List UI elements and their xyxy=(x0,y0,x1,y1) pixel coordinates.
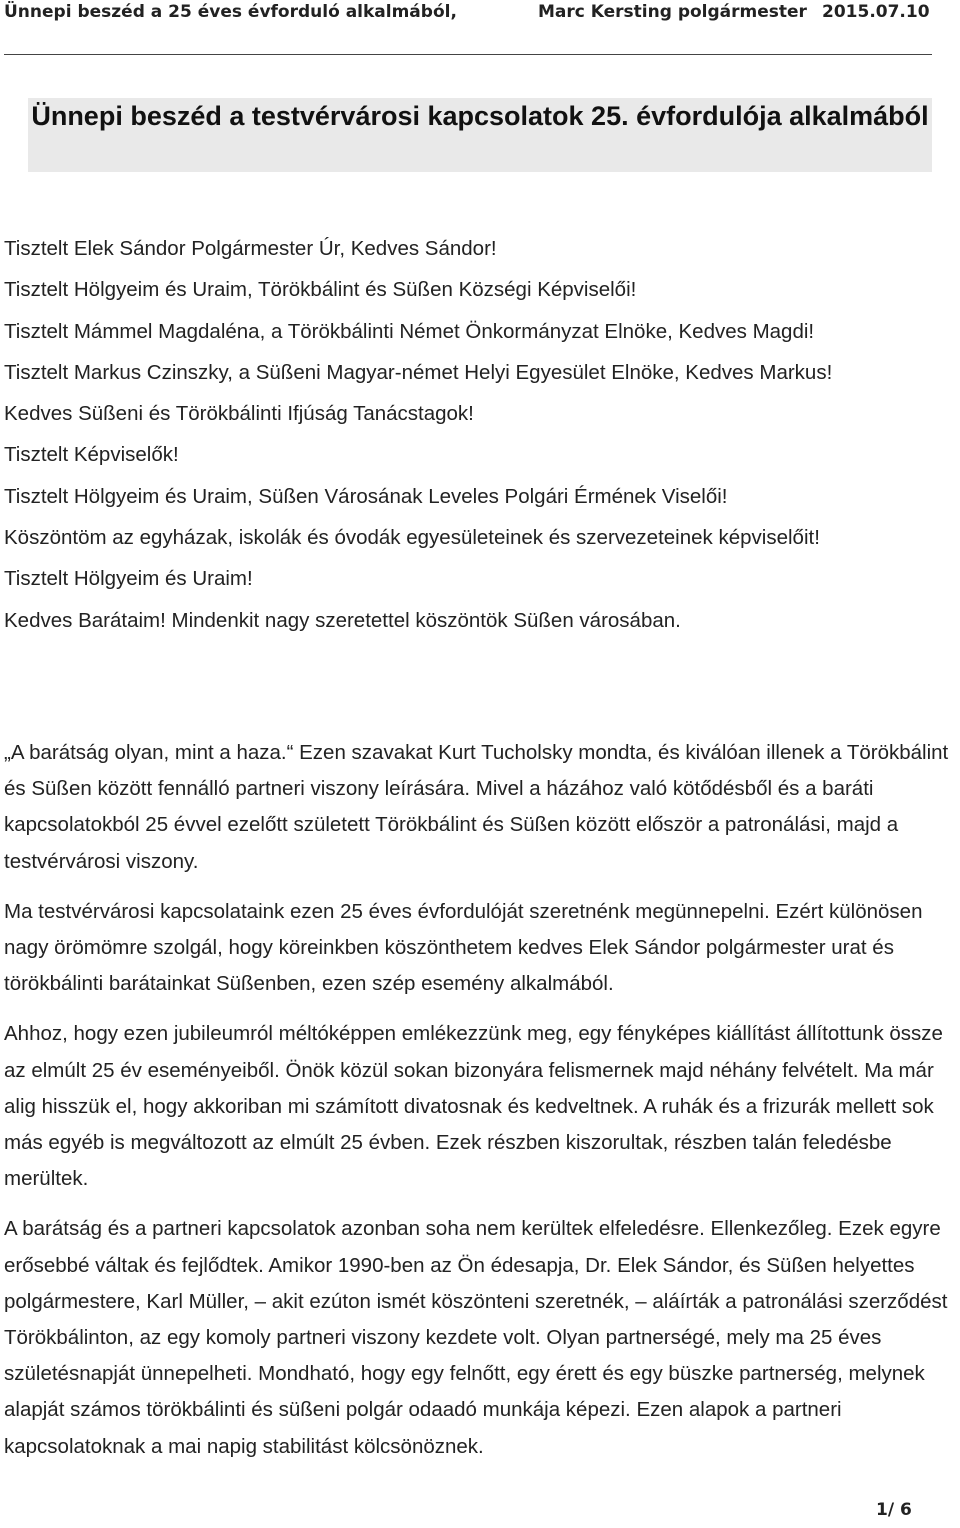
title-box xyxy=(28,98,932,172)
salutation-line: Tisztelt Elek Sándor Polgármester Úr, Kedves Sándor! xyxy=(4,237,497,260)
salutation-line: Tisztelt Mámmel Magdaléna, a Törökbálinti Német Önkormányzat Elnöke, Kedves Magdi! xyxy=(4,319,815,343)
body-paragraph: „A barátság olyan, mint a haza.“ Ezen szavakat Kurt Tucholsky mondta, és kiválóan illenek a Törökbálint és Süßen között fennálló partneri viszony leírására. Mivel a házához való kötődésből és a baráti kapcsolatokból 25 évvel ezelőtt született Törökbálint és Süßen között először a patronálási, majd a testvérvárosi viszony. xyxy=(4,741,949,873)
salutation-line: Kedves Süßeni és Törökbálinti Ifjúság Tanácstagok! xyxy=(4,402,474,426)
salutations-list xyxy=(4,235,956,648)
salutation-line: Tisztelt Hölgyeim és Uraim, Süßen Városának Leveles Polgári Érmének Viselői! xyxy=(4,484,728,508)
body-paragraph: Ma testvérvárosi kapcsolataink ezen 25 éves évfordulóját szeretnénk megünnepelni. Ezért különösen nagy örömömre szolgál, hogy köreinkben köszönthetem kedves Elek Sándor polgármester urat és törökbálinti barátainkat Süßenben, ezen szép esemény alkalmából. xyxy=(4,899,923,996)
header-author: Marc Kersting polgármester xyxy=(538,2,807,22)
salutation-line: Tisztelt Hölgyeim és Uraim! xyxy=(4,567,253,591)
header-title: Ünnepi beszéd a 25 éves évforduló alkalmából, xyxy=(4,2,457,22)
salutation-line: Kedves Barátaim! Mindenkit nagy szeretettel köszöntök Süßen városában. xyxy=(4,608,681,632)
speech-body xyxy=(4,735,956,1479)
header-date: 2015.07.10 xyxy=(822,2,930,22)
document-title: Ünnepi beszéd a testvérvárosi kapcsolatok 25. évfordulója alkalmából xyxy=(31,101,929,131)
header-divider xyxy=(4,54,932,55)
body-paragraph: A barátság és a partneri kapcsolatok azonban soha nem kerültek elfeledésre. Ellenkezőleg. Ezek egyre erősebbé váltak és fejlődtek. Amikor 1990-ben az Ön édesapja, Dr. Elek Sándor, és Süßen helyettes polgármestere, Karl Müller, – akit ezúton ismét köszönteni szeretnék, – aláírták a patronálási szerződést Törökbálinton, az egy komoly partneri viszony kezdete volt. Olyan partnerségé, mely ma 25 éves születésnapját ünnepelheti. Mondható, hogy egy felnőtt, egy érett és egy büszke partnerség, melynek alapját számos törökbálinti és süßeni polgár odaadó munkája képezi. Ezen alapok a partneri kapcsolatoknak a mai napig stabilitást kölcsönöznek. xyxy=(4,1217,948,1458)
page-number: 1/ 6 xyxy=(876,1500,912,1520)
salutation-line: Tisztelt Markus Czinszky, a Süßeni Magyar-német Helyi Egyesület Elnöke, Kedves Markus! xyxy=(4,360,833,384)
page-header xyxy=(0,0,960,28)
salutation-line: Tisztelt Képviselők! xyxy=(4,443,179,467)
body-paragraph: Ahhoz, hogy ezen jubileumról méltóképpen emlékezzünk meg, egy fényképes kiállítást állítottunk össze az elmúlt 25 év eseményeiből. Önök közül sokan bizonyára felismernek majd néhány felvételt. Ma már alig hisszük el, hogy akkoriban mi számított divatosnak és kedveltnek. A ruhák és a frizurák mellett sok más egyéb is megváltozott az elmúlt 25 évben. Ezek részben kiszorultak, részben talán feledésbe merültek. xyxy=(4,1022,943,1191)
salutation-line: Köszöntöm az egyházak, iskolák és óvodák egyesületeinek és szervezeteinek képviselőit! xyxy=(4,526,820,550)
salutation-line: Tisztelt Hölgyeim és Uraim, Törökbálint és Süßen Községi Képviselői! xyxy=(4,278,637,302)
